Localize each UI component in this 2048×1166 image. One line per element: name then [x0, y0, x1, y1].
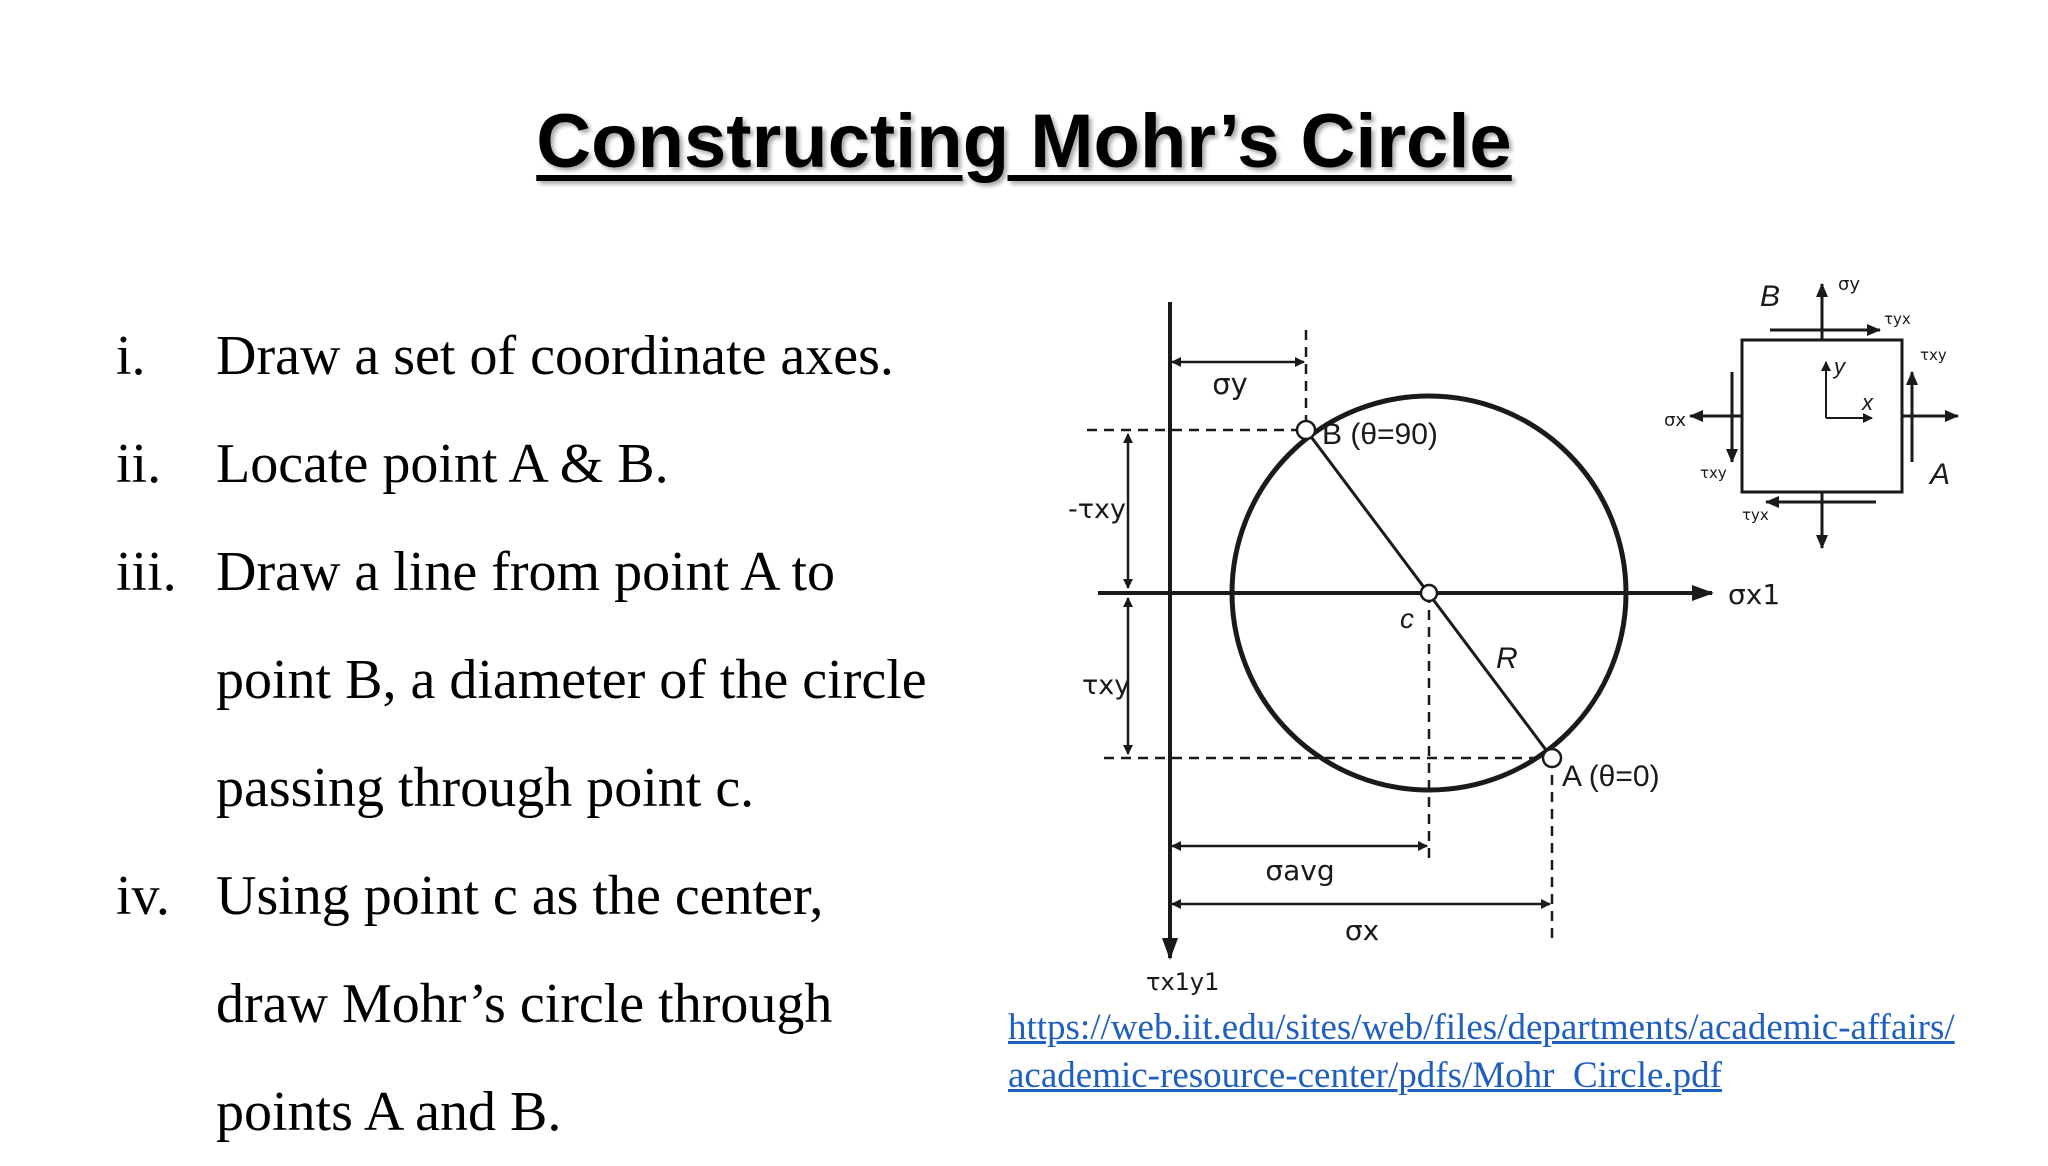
step-3-text: Draw a line from point A to point B, a diameter of the circle passing through point c.: [216, 541, 927, 819]
sigma-x1-label: σx1: [1728, 578, 1781, 611]
tau-x1y1-label: τx1y1: [1146, 968, 1220, 996]
sigma-x-label: σx: [1344, 914, 1380, 947]
step-1-number: i.: [116, 325, 146, 387]
step-1-text: Draw a set of coordinate axes.: [216, 325, 894, 387]
element-tau-yx-top-label: τyx: [1884, 310, 1911, 328]
center-c-label: c: [1400, 603, 1414, 634]
element-tau-yx-bottom-label: τyx: [1742, 506, 1769, 524]
element-a-label: A: [1930, 458, 1951, 491]
tau-xy-label: τxy: [1082, 670, 1131, 701]
element-sigma-x-label: σx: [1664, 410, 1687, 431]
element-tau-xy-right-label: τxy: [1920, 346, 1947, 364]
point-c-marker: [1421, 585, 1437, 601]
step-3-number: iii.: [116, 541, 177, 603]
stress-element: [1664, 274, 1958, 548]
source-link-line-1[interactable]: https://web.iit.edu/sites/web/files/departments/academic-affairs/: [1008, 1007, 1955, 1048]
step-4-number: iv.: [116, 865, 170, 927]
point-a-label: A (θ=0): [1562, 760, 1660, 793]
point-b-label: B (θ=90): [1322, 418, 1438, 451]
step-4-text: Using point c as the center, draw Mohr’s circle through points A and B.: [216, 865, 833, 1143]
source-link-line-2[interactable]: academic-resource-center/pdfs/Mohr_Circle.pdf: [1008, 1055, 1722, 1096]
neg-tau-xy-label: -τxy: [1068, 494, 1126, 525]
point-b-marker: [1297, 421, 1315, 439]
slide-title: Constructing Mohr’s Circle: [536, 99, 1512, 184]
dashed-guides: [1087, 330, 1552, 940]
element-axis-x-label: x: [1862, 390, 1873, 415]
step-2-number: ii.: [116, 433, 162, 495]
element-b-label: B: [1760, 280, 1781, 313]
step-2-text: Locate point A & B.: [216, 433, 669, 495]
element-sigma-y-label: σy: [1838, 274, 1861, 295]
source-link[interactable]: [1008, 1004, 2028, 1100]
point-a-marker: [1543, 749, 1561, 767]
sigma-y-label: σy: [1212, 367, 1248, 401]
element-axis-y-label: y: [1834, 354, 1845, 379]
radius-r-label: R: [1496, 642, 1518, 675]
element-square: [1742, 340, 1902, 492]
element-tau-xy-left-label: τxy: [1700, 464, 1727, 482]
sigma-avg-label: σavg: [1265, 854, 1335, 887]
